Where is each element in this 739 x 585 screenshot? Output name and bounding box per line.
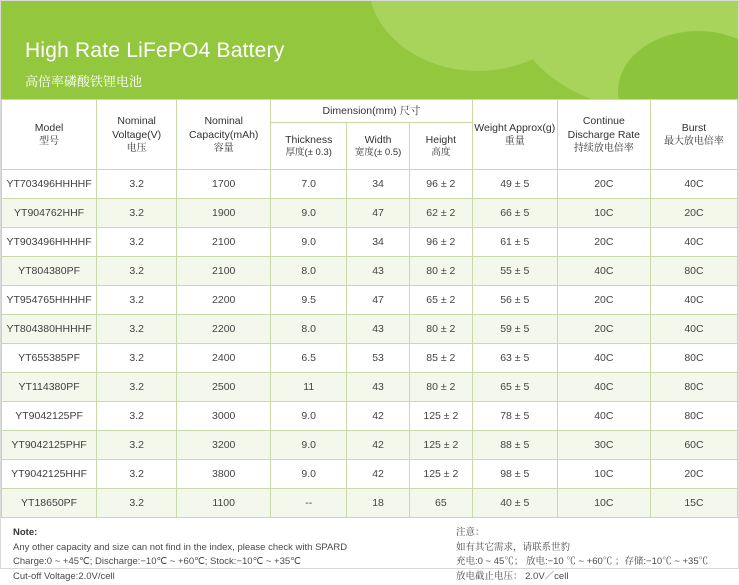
cell-voltage: 3.2 — [97, 286, 177, 315]
cell-height: 125 ± 2 — [409, 460, 472, 489]
col-header-capacity-en: Nominal Capacity(mAh) — [188, 114, 259, 141]
cell-weight: 88 ± 5 — [472, 431, 557, 460]
cell-burst: 60C — [650, 431, 737, 460]
col-header-continue-discharge-en: Continue Discharge Rate — [567, 114, 641, 141]
table-header — [2, 100, 738, 170]
table-row — [2, 344, 738, 373]
cell-capacity: 3200 — [177, 431, 271, 460]
cell-continue-discharge: 20C — [557, 286, 650, 315]
cell-thickness: 9.0 — [271, 402, 347, 431]
cell-capacity: 3800 — [177, 460, 271, 489]
col-header-weight — [472, 100, 557, 170]
cell-capacity: 2200 — [177, 315, 271, 344]
cell-thickness: 8.0 — [271, 315, 347, 344]
cell-model: YT804380PF — [2, 257, 97, 286]
cell-continue-discharge: 40C — [557, 373, 650, 402]
cell-width: 43 — [347, 315, 410, 344]
notes-english-title: Note: — [13, 527, 38, 538]
col-header-model-cn: 型号 — [39, 135, 60, 147]
notes-english — [13, 526, 433, 585]
col-header-thickness — [271, 123, 347, 170]
cell-height: 125 ± 2 — [409, 431, 472, 460]
cell-burst: 80C — [650, 344, 737, 373]
cell-continue-discharge: 10C — [557, 489, 650, 518]
cell-thickness: 9.0 — [271, 228, 347, 257]
cell-weight: 49 ± 5 — [472, 170, 557, 199]
cell-model: YT9042125HHF — [2, 460, 97, 489]
cell-weight: 78 ± 5 — [472, 402, 557, 431]
cell-burst: 40C — [650, 228, 737, 257]
cell-burst: 80C — [650, 257, 737, 286]
cell-thickness: 8.0 — [271, 257, 347, 286]
cell-height: 80 ± 2 — [409, 257, 472, 286]
cell-height: 80 ± 2 — [409, 315, 472, 344]
notes-english-line-2: Charge:0 ~ +45℃; Discharge:−10℃ ~ +60℃; Stock:−10℃ ~ +35℃ — [13, 556, 301, 568]
col-header-height — [409, 123, 472, 170]
specification-table — [1, 99, 738, 518]
col-header-capacity-cn: 容量 — [213, 142, 234, 154]
cell-model: YT904762HHF — [2, 199, 97, 228]
col-header-width — [347, 123, 410, 170]
cell-burst: 40C — [650, 170, 737, 199]
table-row — [2, 431, 738, 460]
cell-voltage: 3.2 — [97, 257, 177, 286]
cell-capacity: 2200 — [177, 286, 271, 315]
cell-voltage: 3.2 — [97, 402, 177, 431]
table-row — [2, 199, 738, 228]
cell-thickness: 7.0 — [271, 170, 347, 199]
cell-capacity: 3000 — [177, 402, 271, 431]
col-header-burst — [650, 100, 737, 170]
cell-model: YT9042125PF — [2, 402, 97, 431]
table-row — [2, 286, 738, 315]
cell-continue-discharge: 20C — [557, 315, 650, 344]
col-header-voltage-cn: 电压 — [126, 142, 147, 154]
cell-voltage: 3.2 — [97, 431, 177, 460]
col-header-thickness-en: Thickness — [285, 133, 333, 146]
col-header-height-cn: 高度 — [431, 146, 451, 158]
cell-capacity: 2100 — [177, 257, 271, 286]
notes-english-line-3: Cut-off Voltage:2.0V/cell — [13, 571, 115, 583]
cell-thickness: 11 — [271, 373, 347, 402]
cell-continue-discharge: 40C — [557, 257, 650, 286]
cell-thickness: 9.0 — [271, 460, 347, 489]
col-header-model-en: Model — [34, 121, 64, 134]
col-header-voltage — [97, 100, 177, 170]
cell-width: 53 — [347, 344, 410, 373]
cell-voltage: 3.2 — [97, 228, 177, 257]
table-row — [2, 489, 738, 518]
cell-width: 18 — [347, 489, 410, 518]
col-header-burst-cn: 最大放电倍率 — [663, 135, 724, 147]
table-row — [2, 315, 738, 344]
page-title: High Rate LiFePO4 Battery — [25, 39, 285, 62]
cell-height: 125 ± 2 — [409, 402, 472, 431]
cell-capacity: 2400 — [177, 344, 271, 373]
table-header-row-1 — [2, 100, 738, 123]
table-row — [2, 170, 738, 199]
col-header-continue-discharge — [557, 100, 650, 170]
cell-voltage: 3.2 — [97, 315, 177, 344]
notes-chinese — [456, 526, 731, 585]
notes-chinese-line-2: 充电:0 ~ 45℃； 放电:−10 ℃ ~ +60℃ ；存储:−10℃ ~ +35℃ — [456, 556, 709, 568]
col-header-thickness-cn: 厚度(± 0.3) — [285, 146, 332, 158]
cell-voltage: 3.2 — [97, 460, 177, 489]
col-header-weight-en: Weight Approx(g) — [474, 121, 556, 134]
cell-burst: 40C — [650, 315, 737, 344]
col-header-model — [2, 100, 97, 170]
col-header-burst-en: Burst — [681, 121, 707, 134]
cell-weight: 63 ± 5 — [472, 344, 557, 373]
table-row — [2, 257, 738, 286]
cell-width: 43 — [347, 373, 410, 402]
cell-burst: 20C — [650, 199, 737, 228]
cell-thickness: 6.5 — [271, 344, 347, 373]
cell-continue-discharge: 40C — [557, 344, 650, 373]
col-header-width-cn: 宽度(± 0.5) — [354, 146, 402, 158]
col-header-continue-discharge-cn: 持续放电倍率 — [573, 142, 634, 154]
table-row — [2, 373, 738, 402]
cell-height: 62 ± 2 — [409, 199, 472, 228]
cell-model: YT804380HHHHF — [2, 315, 97, 344]
cell-model: YT903496HHHHF — [2, 228, 97, 257]
cell-capacity: 1900 — [177, 199, 271, 228]
cell-continue-discharge: 10C — [557, 199, 650, 228]
cell-height: 96 ± 2 — [409, 228, 472, 257]
col-header-dimension-group: Dimension(mm) 尺寸 — [271, 100, 472, 123]
notes-english-line-1: Any other capacity and size can not find in the index, please check with SPARD — [13, 541, 348, 553]
cell-voltage: 3.2 — [97, 373, 177, 402]
cell-model: YT954765HHHHF — [2, 286, 97, 315]
cell-weight: 55 ± 5 — [472, 257, 557, 286]
cell-model: YT18650PF — [2, 489, 97, 518]
notes-section — [1, 518, 738, 583]
cell-width: 47 — [347, 199, 410, 228]
cell-continue-discharge: 40C — [557, 402, 650, 431]
cell-burst: 15C — [650, 489, 737, 518]
cell-capacity: 1700 — [177, 170, 271, 199]
col-header-height-en: Height — [425, 133, 457, 146]
cell-width: 47 — [347, 286, 410, 315]
table-body — [2, 170, 738, 518]
cell-continue-discharge: 20C — [557, 170, 650, 199]
page-subtitle: 高倍率磷酸铁锂电池 — [25, 74, 143, 89]
cell-burst: 80C — [650, 402, 737, 431]
table-row — [2, 460, 738, 489]
cell-width: 34 — [347, 228, 410, 257]
notes-chinese-line-3: 放电截止电压： 2.0V／cell — [456, 571, 569, 583]
cell-width: 42 — [347, 402, 410, 431]
cell-voltage: 3.2 — [97, 344, 177, 373]
cell-weight: 40 ± 5 — [472, 489, 557, 518]
cell-width: 43 — [347, 257, 410, 286]
notes-chinese-title: 注意： — [456, 527, 485, 538]
col-header-width-en: Width — [364, 133, 392, 146]
cell-capacity: 2100 — [177, 228, 271, 257]
cell-weight: 59 ± 5 — [472, 315, 557, 344]
cell-continue-discharge: 30C — [557, 431, 650, 460]
cell-thickness: -- — [271, 489, 347, 518]
col-header-capacity — [177, 100, 271, 170]
page-header — [1, 1, 738, 99]
cell-model: YT655385PF — [2, 344, 97, 373]
cell-voltage: 3.2 — [97, 489, 177, 518]
cell-height: 65 — [409, 489, 472, 518]
cell-height: 85 ± 2 — [409, 344, 472, 373]
cell-model: YT114380PF — [2, 373, 97, 402]
cell-model: YT703496HHHHF — [2, 170, 97, 199]
cell-width: 42 — [347, 460, 410, 489]
cell-thickness: 9.5 — [271, 286, 347, 315]
cell-weight: 65 ± 5 — [472, 373, 557, 402]
cell-width: 34 — [347, 170, 410, 199]
cell-burst: 40C — [650, 286, 737, 315]
cell-weight: 61 ± 5 — [472, 228, 557, 257]
cell-thickness: 9.0 — [271, 431, 347, 460]
cell-width: 42 — [347, 431, 410, 460]
cell-height: 65 ± 2 — [409, 286, 472, 315]
cell-burst: 80C — [650, 373, 737, 402]
col-header-weight-cn: 重量 — [504, 135, 525, 147]
cell-weight: 56 ± 5 — [472, 286, 557, 315]
col-header-voltage-en: Nominal Voltage(V) — [112, 114, 162, 141]
table-row — [2, 228, 738, 257]
cell-continue-discharge: 20C — [557, 228, 650, 257]
notes-chinese-line-1: 如有其它需求，请联系世豹 — [456, 541, 571, 553]
cell-voltage: 3.2 — [97, 170, 177, 199]
cell-capacity: 1100 — [177, 489, 271, 518]
cell-voltage: 3.2 — [97, 199, 177, 228]
cell-burst: 20C — [650, 460, 737, 489]
table-row — [2, 402, 738, 431]
cell-weight: 66 ± 5 — [472, 199, 557, 228]
cell-weight: 98 ± 5 — [472, 460, 557, 489]
cell-capacity: 2500 — [177, 373, 271, 402]
cell-height: 80 ± 2 — [409, 373, 472, 402]
cell-continue-discharge: 10C — [557, 460, 650, 489]
cell-height: 96 ± 2 — [409, 170, 472, 199]
cell-model: YT9042125PHF — [2, 431, 97, 460]
cell-thickness: 9.0 — [271, 199, 347, 228]
